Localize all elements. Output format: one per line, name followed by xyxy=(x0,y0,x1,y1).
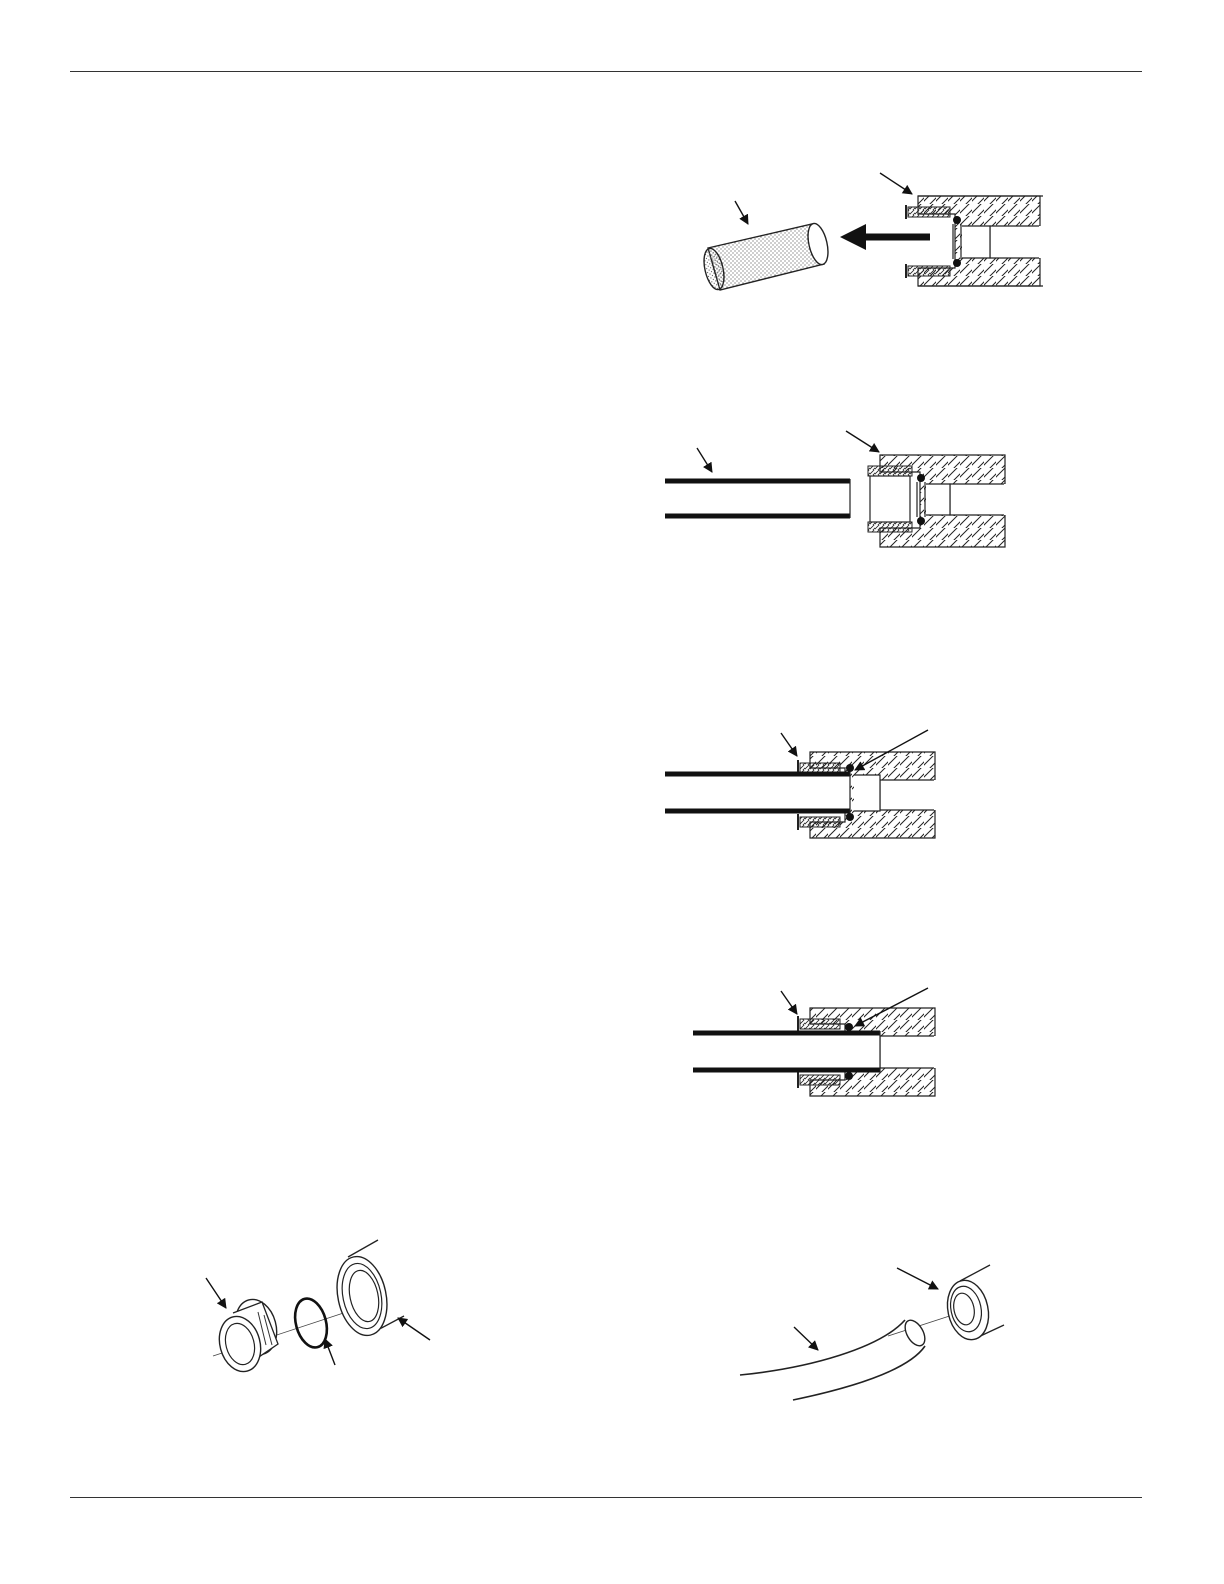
leader-arrow xyxy=(325,1339,335,1365)
collet xyxy=(800,1019,840,1029)
collet xyxy=(906,205,950,278)
figure-tube-ready xyxy=(665,431,1005,547)
figure-filter-removal xyxy=(701,173,1043,291)
leader-arrow xyxy=(781,991,797,1014)
fitting-body xyxy=(942,1265,1004,1344)
tube xyxy=(665,479,850,518)
leader-arrow xyxy=(206,1278,226,1308)
tube xyxy=(740,1317,929,1400)
leader-arrow xyxy=(735,201,748,224)
leader-arrow xyxy=(697,448,712,472)
filter-cartridge xyxy=(701,222,832,292)
leader-arrow xyxy=(880,173,912,194)
leader-arrow xyxy=(781,733,797,756)
figure-tube-partial xyxy=(665,730,935,838)
figure-fitting-parts xyxy=(206,1240,430,1376)
o-ring xyxy=(917,474,925,482)
figure-tube-and-body xyxy=(740,1265,1004,1400)
figure-tube-seated xyxy=(693,988,935,1096)
leader-arrow xyxy=(897,1268,938,1289)
fitting-body xyxy=(330,1240,404,1340)
leader-arrow xyxy=(794,1327,818,1350)
removal-arrow-head xyxy=(840,224,866,250)
o-ring xyxy=(845,1023,853,1031)
leader-arrow xyxy=(846,431,879,452)
o-ring xyxy=(846,764,854,772)
leader-arrow xyxy=(398,1318,430,1340)
collet xyxy=(213,1295,282,1376)
collet xyxy=(868,466,912,476)
